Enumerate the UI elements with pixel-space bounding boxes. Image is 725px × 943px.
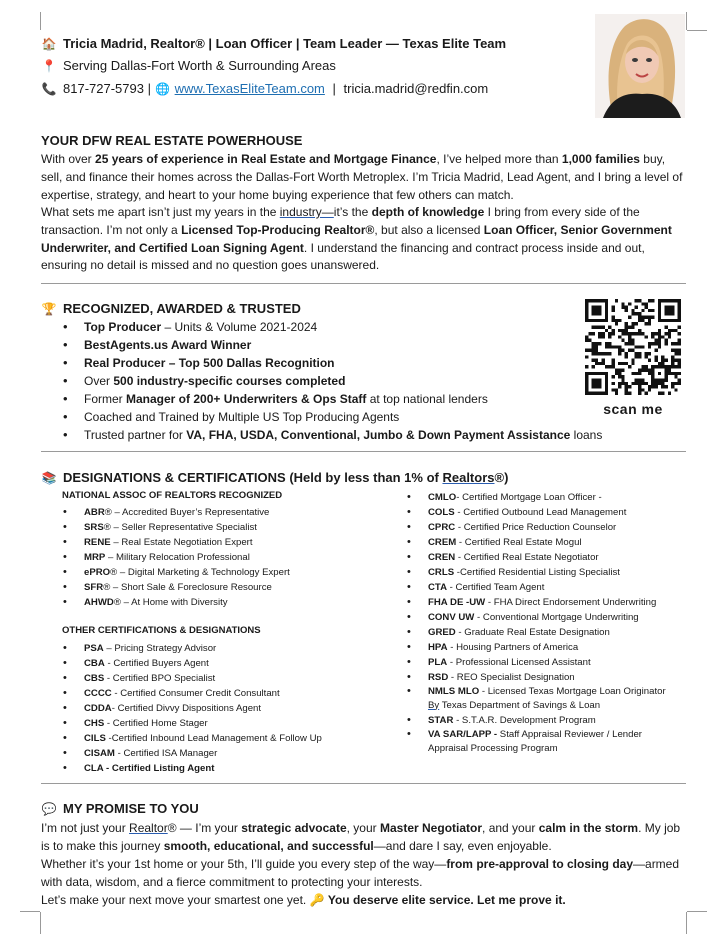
designations-heading bbox=[41, 470, 508, 485]
text-run: BestAgents.us Award Winner bbox=[84, 338, 252, 352]
section-divider bbox=[41, 451, 686, 452]
designation-item bbox=[63, 505, 290, 520]
service-area: Serving Dallas-Fort Worth & Surrounding Areas bbox=[63, 58, 336, 73]
designation-desc: Certified Real Estate Mogul bbox=[464, 537, 582, 548]
globe-icon: 🌐 bbox=[155, 82, 171, 96]
map-pin-icon: 📍 bbox=[41, 59, 57, 73]
designation-item bbox=[407, 625, 678, 640]
designation-item bbox=[407, 595, 678, 610]
designation-item bbox=[407, 655, 678, 670]
agent-title: Tricia Madrid, Realtor® | Loan Officer | Team Leader — Texas Elite Team bbox=[63, 36, 507, 51]
designation-by: By bbox=[428, 699, 440, 711]
designation-desc: Certified Inbound Lead Management & Follow Up bbox=[111, 733, 322, 744]
designation-code: CCCC bbox=[84, 688, 112, 699]
awards-list bbox=[63, 318, 603, 444]
text-run: Licensed Top-Producing Realtor® bbox=[181, 222, 375, 237]
designation-desc: Certified ISA Manager bbox=[123, 748, 218, 759]
designations-subtitle-close: ®) bbox=[494, 470, 509, 485]
designation-separator: ® – bbox=[103, 582, 121, 593]
designation-desc: Graduate Real Estate Designation bbox=[464, 627, 610, 638]
designation-separator: ® – bbox=[104, 507, 123, 518]
designation-code: PSA bbox=[84, 643, 104, 654]
text-run: Manager of 200+ Underwriters & Ops Staff bbox=[126, 392, 367, 406]
designation-desc: Certified Consumer Credit Consultant bbox=[120, 688, 280, 699]
designation-code: CBA bbox=[84, 658, 105, 669]
designation-desc: Military Relocation Professional bbox=[116, 552, 250, 563]
trophy-icon: 🏆 bbox=[41, 302, 57, 316]
awards-heading bbox=[41, 301, 301, 316]
designation-item bbox=[407, 550, 678, 565]
designation-code: CILS bbox=[84, 733, 106, 744]
section-divider bbox=[41, 283, 686, 284]
designation-item bbox=[63, 550, 290, 565]
designation-separator: - bbox=[456, 492, 463, 503]
designation-separator: - bbox=[455, 552, 464, 563]
designation-item bbox=[407, 520, 678, 535]
promise-heading bbox=[41, 801, 199, 816]
designations-realtors: Realtors bbox=[442, 470, 495, 485]
designation-code: CLA - Certified Listing Agent bbox=[84, 763, 215, 774]
other-list bbox=[63, 641, 322, 776]
designation-item-va bbox=[407, 728, 678, 756]
designation-separator: - bbox=[448, 672, 457, 683]
designation-code: ePRO bbox=[84, 567, 111, 578]
designation-item bbox=[407, 640, 678, 655]
powerhouse-paragraph-2 bbox=[41, 204, 686, 275]
designation-desc: Certified BPO Specialist bbox=[112, 673, 216, 684]
header-contact-line bbox=[41, 81, 488, 96]
powerhouse-title: YOUR DFW REAL ESTATE POWERHOUSE bbox=[41, 133, 303, 148]
text-run: Over bbox=[84, 374, 114, 388]
designation-desc: Short Sale & Foreclosure Resource bbox=[120, 582, 272, 593]
right-designations-list bbox=[407, 490, 678, 756]
awards-title: RECOGNIZED, AWARDED & TRUSTED bbox=[63, 301, 301, 316]
separator: | bbox=[332, 81, 336, 96]
designation-item bbox=[407, 610, 678, 625]
designation-desc: REO Specialist Designation bbox=[456, 672, 575, 683]
designation-code: FHA DE -UW bbox=[428, 597, 486, 608]
text-run: Realtor bbox=[129, 821, 168, 835]
designation-separator: - bbox=[111, 688, 121, 699]
designation-code: MRP bbox=[84, 552, 106, 563]
text-run: Coached and Trained by Multiple US Top Producing Agents bbox=[84, 410, 400, 424]
designation-desc: Certified Mortgage Loan Officer - bbox=[462, 492, 602, 503]
designation-desc: FHA Direct Endorsement Underwriting bbox=[493, 597, 657, 608]
text-run: industry— bbox=[279, 205, 334, 219]
award-item bbox=[63, 318, 583, 336]
designation-separator: - bbox=[456, 537, 465, 548]
designation-item-star bbox=[407, 713, 678, 728]
designation-desc: Real Estate Negotiation Expert bbox=[121, 537, 253, 548]
text-run: You deserve elite service. Let me prove it. bbox=[327, 893, 566, 907]
designation-desc: Certified Team Agent bbox=[455, 582, 545, 593]
designation-item bbox=[407, 490, 678, 505]
designation-code: STAR bbox=[428, 715, 454, 726]
text-run: Real Producer – Top 500 Dallas Recognition bbox=[84, 356, 335, 370]
designation-desc: Digital Marketing & Technology Expert bbox=[127, 567, 290, 578]
designation-separator: – bbox=[103, 643, 115, 654]
promise-title: MY PROMISE TO YOU bbox=[63, 801, 199, 816]
designation-separator: - bbox=[104, 718, 113, 729]
text-run: 500 industry-specific courses completed bbox=[113, 374, 346, 388]
agent-photo bbox=[595, 14, 685, 118]
designation-separator: - bbox=[447, 642, 457, 653]
designation-code: CBS bbox=[84, 673, 105, 684]
designation-item bbox=[407, 670, 678, 685]
designation-desc: Accredited Buyer’s Representative bbox=[122, 507, 270, 518]
promise-paragraph-2 bbox=[41, 856, 686, 892]
text-run: Whether it’s your 1st home or your 5th, I’ll guide you every step of the way— bbox=[41, 857, 447, 871]
designation-desc: Conventional Mortgage Underwriting bbox=[482, 612, 639, 623]
designation-desc: Certified Outbound Lead Management bbox=[463, 507, 627, 518]
designation-desc: Staff Appraisal Reviewer / Lender Appraisal Processing Program bbox=[428, 729, 643, 754]
text-run: loans bbox=[570, 428, 603, 442]
text-run: depth of knowledge bbox=[371, 205, 485, 219]
designation-separator: ® – bbox=[103, 522, 122, 533]
text-run: Top Producer bbox=[84, 320, 162, 334]
text-run: —armed with data, wisdom, and a fierce commitment to protecting your interests. bbox=[41, 857, 680, 889]
text-run: , and your bbox=[482, 821, 539, 835]
website-link[interactable]: www.TexasEliteTeam.com bbox=[174, 81, 325, 96]
designation-separator: - bbox=[104, 658, 114, 669]
designation-code: CPRC bbox=[428, 522, 456, 533]
designation-code: CTA bbox=[428, 582, 448, 593]
designation-code: ABR bbox=[84, 507, 105, 518]
award-item bbox=[63, 408, 583, 426]
designation-desc: Seller Representative Specialist bbox=[121, 522, 257, 533]
text-run: I’m not just your bbox=[41, 821, 130, 835]
speech-bubble-icon: 💬 bbox=[41, 802, 57, 816]
designation-desc: - Licensed Texas Mortgage Loan Originator bbox=[479, 686, 666, 697]
text-run: at top national lenders bbox=[366, 392, 488, 406]
designation-code: SFR bbox=[84, 582, 104, 593]
designation-item bbox=[63, 716, 322, 731]
text-run: ® — I’m your bbox=[167, 821, 242, 835]
text-run: I bring from every side of the transaction. I’m not only a bbox=[41, 205, 640, 237]
text-run: , but also a licensed bbox=[374, 222, 484, 237]
designation-code: CDDA bbox=[84, 703, 112, 714]
text-run: calm in the storm bbox=[538, 821, 639, 835]
section-divider bbox=[41, 783, 686, 784]
text-run: 25 years of experience in Real Estate and Mortgage Finance bbox=[95, 152, 437, 166]
text-run: 1,000 families bbox=[561, 152, 640, 166]
text-run: Let’s make your next move your smartest one yet. 🔑 bbox=[41, 893, 328, 907]
designation-desc: Certified Home Stager bbox=[112, 718, 208, 729]
text-run: Loan Officer, Senior Government Underwriter, and Certified Loan Signing Agent bbox=[41, 222, 672, 255]
designation-item bbox=[63, 595, 290, 610]
designation-code: NMLS MLO bbox=[428, 686, 480, 697]
text-run: Master Negotiator bbox=[380, 821, 483, 835]
text-run: Former bbox=[84, 392, 126, 406]
nar-header: NATIONAL ASSOC OF REALTORS RECOGNIZED bbox=[62, 490, 283, 501]
header-area-line bbox=[41, 58, 336, 73]
designation-item bbox=[63, 565, 290, 580]
designation-code: CMLO bbox=[428, 492, 457, 503]
qr-code[interactable] bbox=[585, 299, 681, 395]
designation-item bbox=[407, 565, 678, 580]
other-header: OTHER CERTIFICATIONS & DESIGNATIONS bbox=[62, 625, 261, 636]
designation-code: CHS bbox=[84, 718, 105, 729]
designation-item bbox=[63, 656, 322, 671]
designations-subtitle-open: (Held by less than 1% of bbox=[285, 470, 443, 485]
text-run: buy, sell, and finance their homes across the Dallas-Fort Worth Metroplex. I’m Tricia Madrid, Lead Agent, and I bring a level of expertise, strategy, and heart to your home buying experience that few others can match. bbox=[41, 152, 683, 202]
text-run: . My job is to make this journey bbox=[41, 821, 681, 853]
designation-item bbox=[63, 535, 290, 550]
designation-item bbox=[407, 505, 678, 520]
designation-code: AHWD bbox=[84, 597, 114, 608]
phone-number[interactable]: 817-727-5793 bbox=[63, 81, 144, 96]
designation-desc: Certified Real Estate Negotiator bbox=[463, 552, 599, 563]
designation-desc: Housing Partners of America bbox=[456, 642, 579, 653]
designation-separator: - bbox=[447, 582, 456, 593]
designation-code: CRLS bbox=[428, 567, 455, 578]
text-run: , I’ve helped more than bbox=[436, 152, 562, 166]
designation-desc: Certified Price Reduction Counselor bbox=[463, 522, 617, 533]
designation-code: CONV UW bbox=[428, 612, 475, 623]
designation-item bbox=[63, 746, 322, 761]
text-run: With over bbox=[41, 152, 96, 166]
header-name-line bbox=[41, 36, 506, 51]
designation-code: RENE bbox=[84, 537, 111, 548]
books-icon: 📚 bbox=[41, 471, 57, 485]
designation-desc: Texas Department of Savings & Loan bbox=[439, 699, 601, 711]
designation-item bbox=[63, 686, 322, 701]
designations-title: DESIGNATIONS & CERTIFICATIONS bbox=[63, 470, 286, 485]
designation-item bbox=[63, 520, 290, 535]
designation-item-nmls bbox=[407, 685, 678, 713]
designation-item bbox=[63, 731, 322, 746]
designation-code: GRED bbox=[428, 627, 456, 638]
designation-separator: - bbox=[454, 567, 460, 578]
award-item bbox=[63, 354, 583, 372]
designation-desc: Professional Licensed Assistant bbox=[455, 657, 591, 668]
award-item bbox=[63, 426, 603, 444]
designation-separator: - bbox=[114, 748, 124, 759]
designation-separator: - bbox=[474, 612, 483, 623]
designation-code: HPA bbox=[428, 642, 448, 653]
designation-item bbox=[63, 761, 322, 776]
designation-item bbox=[63, 641, 322, 656]
phone-icon: 📞 bbox=[41, 82, 57, 96]
text-run: . I understand the financing and contract process inside and out, ensuring no detail is missed and no question goes unanswered. bbox=[41, 240, 645, 273]
house-icon: 🏠 bbox=[41, 37, 57, 51]
designation-separator: - bbox=[454, 507, 464, 518]
text-run: it’s the bbox=[333, 205, 372, 219]
email-address[interactable]: tricia.madrid@redfin.com bbox=[343, 81, 489, 96]
text-run: – Units & Volume 2021-2024 bbox=[161, 320, 318, 334]
designation-item bbox=[63, 671, 322, 686]
text-run: , your bbox=[346, 821, 380, 835]
text-run: smooth, educational, and successful bbox=[163, 838, 374, 853]
designation-code: PLA bbox=[428, 657, 448, 668]
award-item bbox=[63, 390, 583, 408]
designation-separator: - bbox=[105, 733, 112, 744]
designation-desc: Certified Divvy Dispositions Agent bbox=[117, 703, 262, 714]
text-run: from pre-approval to closing day bbox=[446, 857, 634, 871]
designation-desc: Certified Buyers Agent bbox=[113, 658, 209, 669]
designation-code: SRS bbox=[84, 522, 104, 533]
text-run: What sets me apart isn’t just my years in the bbox=[41, 205, 280, 219]
promise-paragraph-3 bbox=[41, 892, 686, 910]
designation-desc: - S.T.A.R. Development Program bbox=[453, 715, 596, 726]
text-run: —and dare I say, even enjoyable. bbox=[373, 838, 552, 853]
designation-separator: ® – bbox=[113, 597, 132, 608]
nar-list bbox=[63, 505, 290, 610]
designation-separator: - bbox=[455, 627, 465, 638]
designation-separator: – bbox=[105, 552, 116, 563]
designation-code: VA SAR/LAPP - bbox=[428, 729, 498, 740]
designation-item bbox=[63, 701, 322, 716]
designation-code: CISAM bbox=[84, 748, 115, 759]
designation-desc: Certified Residential Listing Specialist bbox=[460, 567, 620, 578]
award-item bbox=[63, 372, 583, 390]
powerhouse-paragraph-1 bbox=[41, 151, 686, 204]
designation-item bbox=[407, 535, 678, 550]
designation-separator: - bbox=[485, 597, 494, 608]
designation-separator: - bbox=[455, 522, 464, 533]
text-run: Trusted partner for bbox=[84, 428, 187, 442]
designation-code: CREN bbox=[428, 552, 456, 563]
designation-separator: - bbox=[447, 657, 456, 668]
designation-separator: - bbox=[104, 673, 113, 684]
designation-separator: – bbox=[110, 537, 122, 548]
designation-separator: - bbox=[111, 703, 118, 714]
designation-code: RSD bbox=[428, 672, 449, 683]
designation-item bbox=[63, 580, 290, 595]
separator: | bbox=[147, 81, 151, 96]
designation-code: CREM bbox=[428, 537, 457, 548]
designation-desc: Pricing Strategy Advisor bbox=[114, 643, 217, 654]
promise-paragraph-1 bbox=[41, 820, 686, 856]
scan-me-label: scan me bbox=[603, 401, 663, 417]
award-item bbox=[63, 336, 583, 354]
designation-desc: At Home with Diversity bbox=[131, 597, 228, 608]
text-run: strategic advocate bbox=[241, 821, 347, 835]
designation-code: COLS bbox=[428, 507, 455, 518]
designation-item bbox=[407, 580, 678, 595]
designation-separator: ® – bbox=[110, 567, 128, 578]
text-run: VA, FHA, USDA, Conventional, Jumbo & Down Payment Assistance bbox=[186, 428, 571, 442]
